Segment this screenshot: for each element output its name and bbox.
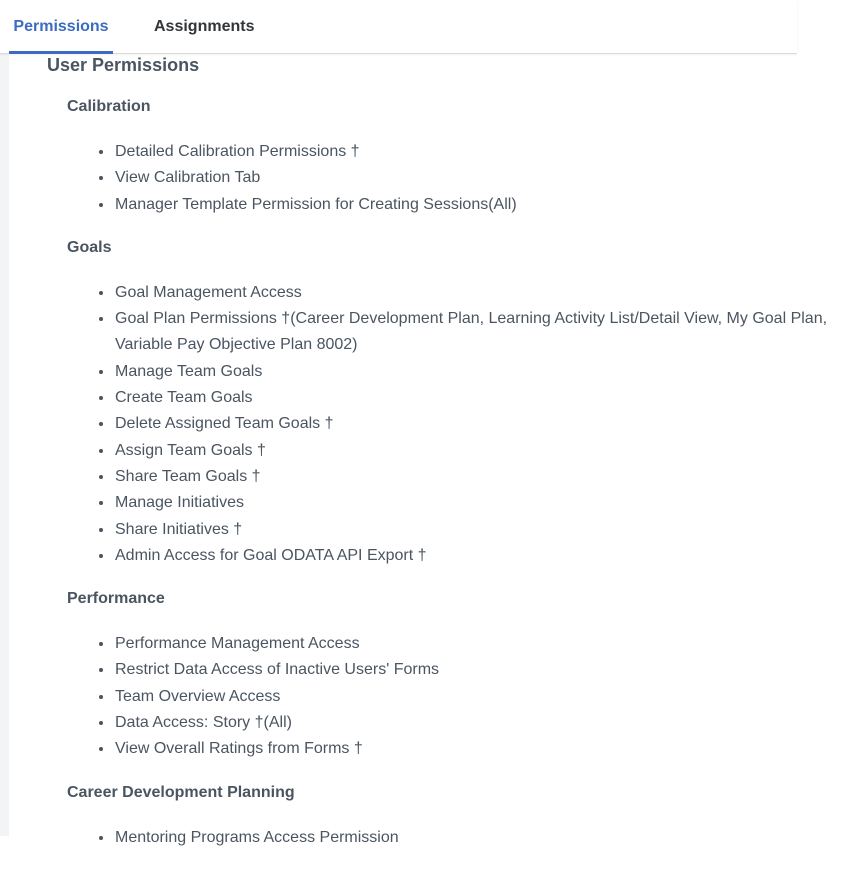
list-item: • Detailed Calibration Permissions †	[114, 139, 807, 165]
permission-list-goals	[67, 280, 828, 569]
section-goals	[67, 238, 828, 569]
list-item: • View Calibration Tab	[114, 165, 807, 191]
list-item: • Goal Plan Permissions †(Career Development Plan, Learning Activity List/Detail View, My Goal Plan, Variable Pay Objective Plan 8002)	[114, 306, 850, 359]
permission-list-career-development-planning	[67, 825, 807, 851]
list-item: • Goal Management Access	[114, 280, 807, 306]
permission-list-performance	[67, 631, 807, 762]
section-title-goals: Goals	[67, 238, 112, 256]
list-item: • Admin Access for Goal ODATA API Export †	[114, 543, 807, 569]
list-item: • Assign Team Goals †	[114, 438, 807, 464]
list-item: • View Overall Ratings from Forms †	[114, 736, 807, 762]
list-item: • Share Team Goals †	[114, 464, 807, 490]
section-title-performance: Performance	[67, 590, 165, 608]
list-item: • Team Overview Access	[114, 684, 807, 710]
section-calibration	[67, 97, 807, 218]
permissions-panel	[9, 54, 828, 846]
page-title: User Permissions	[47, 55, 200, 75]
tab-bar	[0, 0, 797, 54]
list-item: • Manage Initiatives	[114, 490, 807, 516]
list-item: • Delete Assigned Team Goals †	[114, 411, 807, 437]
section-career-development-planning	[67, 783, 807, 851]
list-item: • Performance Management Access	[114, 631, 807, 657]
section-performance	[67, 589, 807, 762]
list-item: • Share Initiatives †	[114, 517, 807, 543]
list-item: • Manage Team Goals	[114, 359, 807, 385]
list-item: • Restrict Data Access of Inactive Users' Forms	[114, 657, 807, 683]
left-gutter	[0, 54, 9, 836]
list-item: • Data Access: Story †(All)	[114, 710, 807, 736]
permission-list-calibration	[67, 139, 807, 218]
permission-sections	[67, 97, 828, 871]
tab-assignments[interactable]: Assignments	[154, 18, 255, 35]
section-title-career-development-planning: Career Development Planning	[67, 783, 295, 801]
list-item: • Create Team Goals	[114, 385, 807, 411]
list-item: • Mentoring Programs Access Permission	[114, 825, 807, 851]
list-item: • Manager Template Permission for Creating Sessions(All)	[114, 192, 807, 218]
tab-permissions[interactable]: Permissions	[9, 0, 113, 53]
section-title-calibration: Calibration	[67, 98, 151, 115]
